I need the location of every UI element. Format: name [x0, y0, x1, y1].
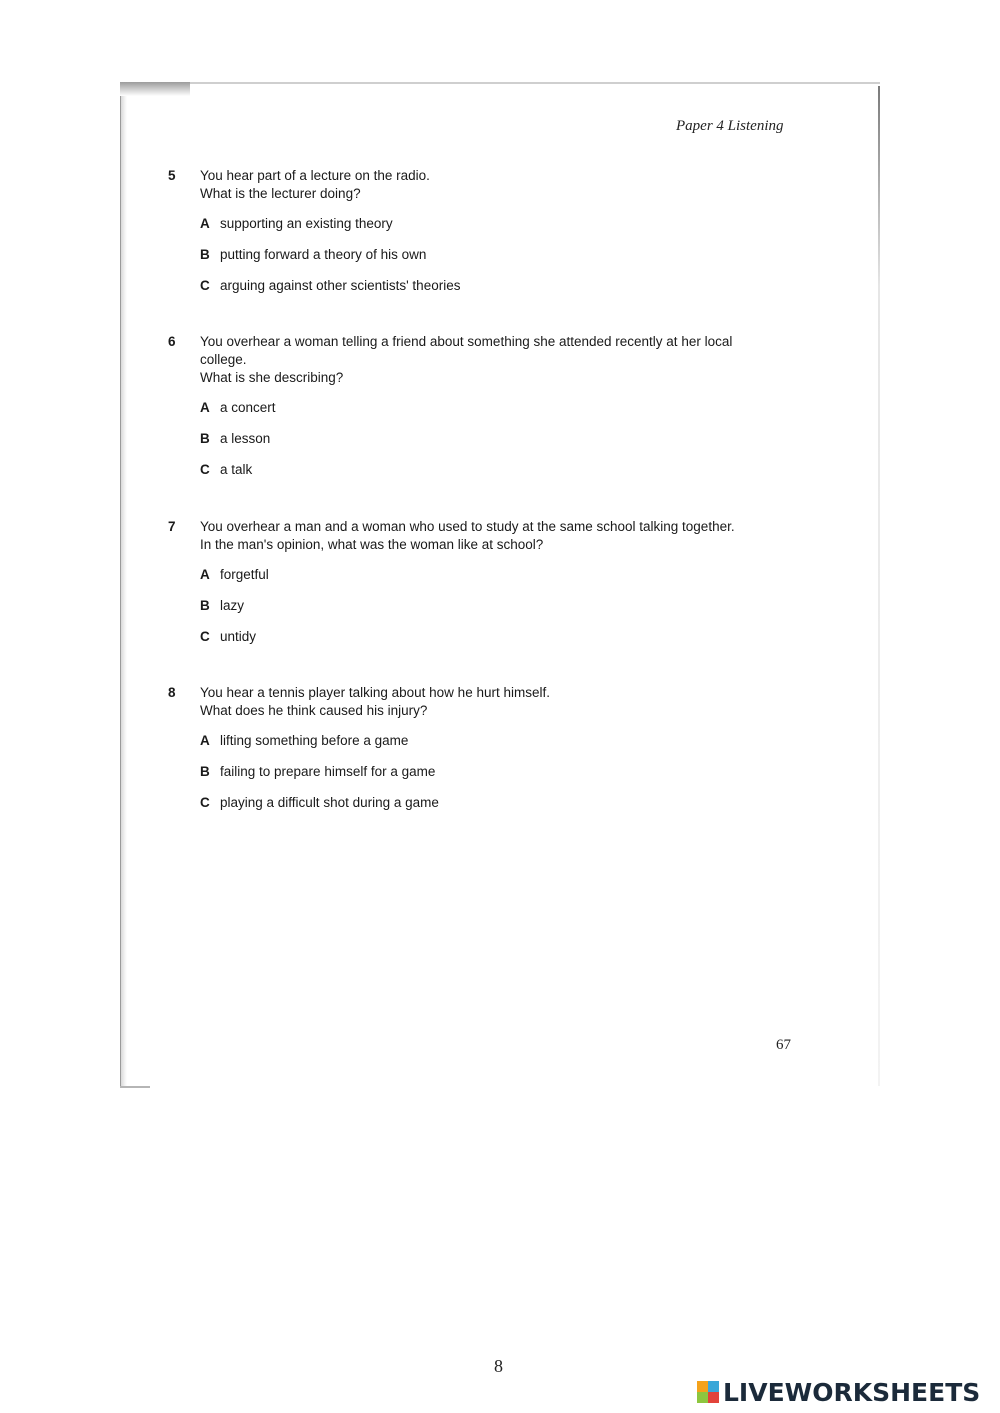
question-stem: [200, 167, 788, 203]
option-letter: C: [200, 795, 210, 810]
option-letter: B: [200, 431, 210, 446]
option-letter: A: [200, 216, 210, 231]
option-list: [200, 732, 788, 825]
option-text: lazy: [220, 598, 245, 613]
question-stem: [200, 333, 788, 387]
option-text: lifting something before a game: [220, 733, 409, 748]
option-text: supporting an existing theory: [220, 216, 393, 231]
question-line: In the man's opinion, what was the woman like at school?: [200, 537, 544, 552]
option-text: putting forward a theory of his own: [220, 247, 427, 262]
option-list: [200, 566, 788, 659]
option-letter: A: [200, 400, 210, 415]
option-text: a talk: [220, 462, 253, 477]
option-letter: A: [200, 567, 210, 582]
option-a[interactable]: [200, 215, 788, 246]
option-list: [200, 215, 788, 308]
question-line: You overhear a woman telling a friend about something she attended recently at her local: [200, 334, 733, 349]
option-a[interactable]: [200, 399, 788, 430]
page-number: 67: [776, 1037, 791, 1053]
option-text: playing a difficult shot during a game: [220, 795, 439, 810]
option-c[interactable]: [200, 461, 788, 492]
logo-text: LIVEWORKSHEETS: [723, 1377, 981, 1407]
option-a[interactable]: [200, 566, 788, 597]
question-6: [168, 333, 788, 492]
question-line: What is she describing?: [200, 370, 344, 385]
page-header: Paper 4 Listening: [676, 118, 784, 134]
option-text: arguing against other scientists' theories: [220, 278, 461, 293]
question-number: 6: [168, 334, 176, 349]
option-list: [200, 399, 788, 492]
option-c[interactable]: [200, 277, 788, 308]
option-letter: B: [200, 247, 210, 262]
option-c[interactable]: [200, 794, 788, 825]
option-b[interactable]: [200, 246, 788, 277]
question-line: What does he think caused his injury?: [200, 703, 428, 718]
liveworksheets-logo[interactable]: [697, 1377, 980, 1407]
option-text: a concert: [220, 400, 276, 415]
question-stem: [200, 518, 788, 554]
question-line: college.: [200, 352, 247, 367]
question-stem: [200, 684, 788, 720]
option-letter: C: [200, 278, 210, 293]
option-letter: C: [200, 629, 210, 644]
worksheet-page-number: 8: [494, 1356, 503, 1376]
option-b[interactable]: [200, 430, 788, 461]
option-text: a lesson: [220, 431, 271, 446]
option-letter: C: [200, 462, 210, 477]
option-a[interactable]: [200, 732, 788, 763]
page-top-edge: [120, 82, 880, 84]
question-number: 7: [168, 519, 176, 534]
question-number: 8: [168, 685, 176, 700]
question-line: You hear a tennis player talking about how he hurt himself.: [200, 685, 550, 700]
page-left-edge: [120, 82, 127, 1088]
question-line: You hear part of a lecture on the radio.: [200, 168, 430, 183]
option-letter: A: [200, 733, 210, 748]
option-letter: B: [200, 598, 210, 613]
option-text: forgetful: [220, 567, 269, 582]
option-text: failing to prepare himself for a game: [220, 764, 436, 779]
option-b[interactable]: [200, 763, 788, 794]
page-top-corner-shadow: [120, 82, 190, 96]
option-letter: B: [200, 764, 210, 779]
question-5: [168, 167, 788, 308]
logo-icon: [697, 1381, 719, 1403]
question-8: [168, 684, 788, 825]
option-c[interactable]: [200, 628, 788, 659]
question-7: [168, 518, 788, 659]
page-bottom-edge: [120, 1086, 150, 1088]
question-number: 5: [168, 168, 176, 183]
question-line: What is the lecturer doing?: [200, 186, 361, 201]
question-line: You overhear a man and a woman who used to study at the same school talking together.: [200, 519, 735, 534]
option-text: untidy: [220, 629, 257, 644]
page-right-edge: [878, 86, 880, 1086]
option-b[interactable]: [200, 597, 788, 628]
